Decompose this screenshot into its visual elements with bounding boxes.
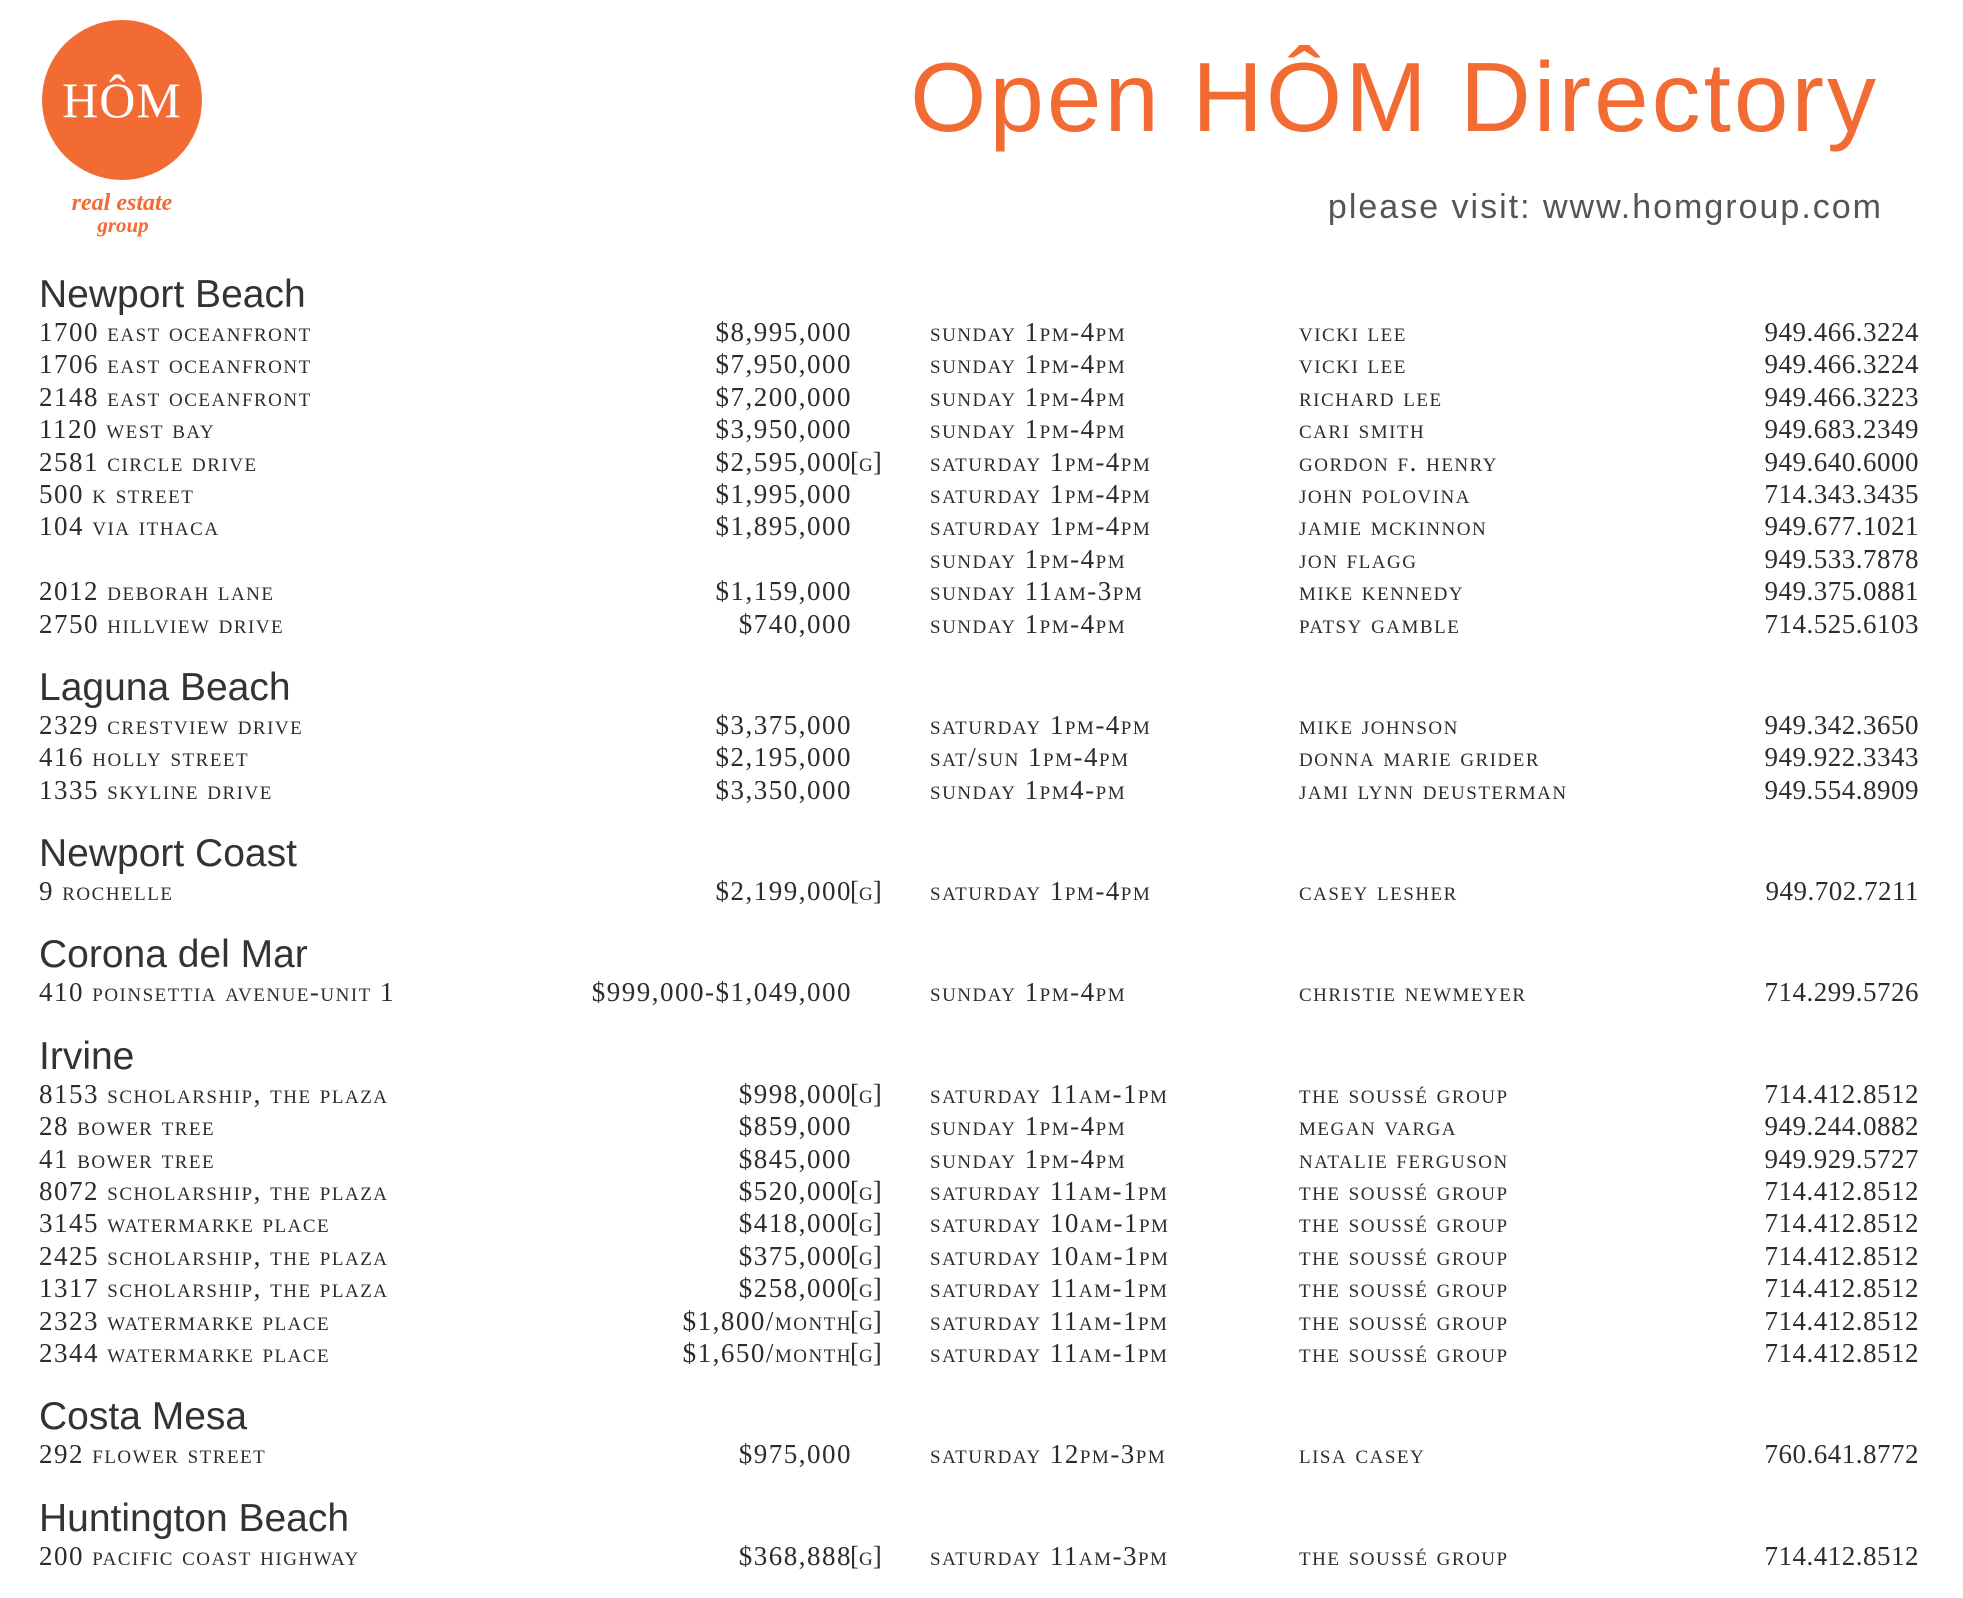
- agent-phone: 949.702.7211: [1765, 876, 1919, 907]
- agent-name: jami lynn deusterman: [1299, 774, 1568, 805]
- agent-phone: 714.343.3435: [1764, 478, 1919, 509]
- city-heading: Laguna Beach: [39, 665, 291, 709]
- listing-price: $520,000: [738, 1176, 852, 1207]
- agent-name: mike kennedy: [1299, 576, 1465, 607]
- agent-phone: 949.533.7878: [1764, 543, 1919, 574]
- agent-name: vicki lee: [1299, 317, 1407, 347]
- listing-address: 1706 east oceanfront: [39, 349, 312, 380]
- open-house-time: sunday 11am-3pm: [930, 576, 1144, 607]
- agent-name: john polovina: [1299, 478, 1471, 509]
- agent-phone: 949.929.5727: [1764, 1143, 1919, 1174]
- listing-row: [39, 1175, 1919, 1207]
- agent-name: jamie mckinnon: [1299, 511, 1488, 542]
- agent-phone: 949.342.3650: [1764, 709, 1919, 740]
- garage-marker: [g]: [850, 1176, 882, 1207]
- garage-marker: [g]: [850, 1305, 882, 1336]
- city-heading: Newport Beach: [39, 273, 306, 316]
- listing-price: $3,375,000: [715, 709, 852, 740]
- tagline-line1: real estate: [71, 190, 173, 216]
- listing-row: [39, 446, 1919, 478]
- agent-phone: 714.412.8512: [1764, 1208, 1919, 1239]
- listing-row: [39, 1540, 1919, 1572]
- listing-price: $7,950,000: [715, 349, 852, 380]
- city-section: [39, 1497, 1919, 1572]
- listing-address: 200 pacific coast highway: [39, 1540, 360, 1571]
- agent-name: jon flagg: [1299, 543, 1418, 574]
- listing-price: $1,650/month: [682, 1337, 852, 1368]
- agent-phone: 714.525.6103: [1764, 608, 1919, 639]
- listing-address: 1317 scholarship, the plaza: [39, 1273, 389, 1304]
- listing-price: $3,350,000: [715, 774, 852, 805]
- agent-name: patsy gamble: [1299, 608, 1461, 639]
- open-house-time: sunday 1pm-4pm: [930, 317, 1127, 347]
- agent-phone: 949.244.0882: [1764, 1111, 1919, 1142]
- listing-address: 28 bower tree: [39, 1111, 216, 1142]
- open-house-time: sunday 1pm-4pm: [930, 1111, 1127, 1142]
- agent-phone: 714.412.8512: [1764, 1240, 1919, 1271]
- agent-phone: 949.554.8909: [1764, 774, 1919, 805]
- listing-row: [39, 709, 1919, 741]
- open-house-time: saturday 11am-3pm: [930, 1540, 1169, 1571]
- open-house-time: sunday 1pm-4pm: [930, 349, 1127, 380]
- open-house-time: saturday 1pm-4pm: [930, 478, 1152, 509]
- agent-name: the soussé group: [1299, 1305, 1509, 1336]
- listing-address: 2425 scholarship, the plaza: [39, 1240, 389, 1271]
- listing-row: [39, 1305, 1919, 1337]
- city-heading: Corona del Mar: [39, 933, 308, 977]
- listing-price: $1,159,000: [715, 576, 852, 607]
- open-house-time: saturday 11am-1pm: [930, 1337, 1169, 1368]
- open-house-time: saturday 10am-1pm: [930, 1208, 1170, 1239]
- listing-address: 8072 scholarship, the plaza: [39, 1176, 389, 1207]
- listing-row: [39, 976, 1919, 1008]
- listing-row: [39, 1110, 1919, 1142]
- listing-row: [39, 543, 1919, 575]
- listing-address: 500 k street: [39, 478, 195, 509]
- listing-address: 9 rochelle: [39, 876, 174, 907]
- listing-address: 2012 deborah lane: [39, 576, 275, 607]
- city-section: [39, 933, 1919, 1008]
- listing-price: $2,595,000: [715, 446, 852, 477]
- open-house-time: saturday 12pm-3pm: [930, 1439, 1167, 1470]
- agent-phone: 949.922.3343: [1764, 742, 1919, 773]
- listing-row: [39, 348, 1919, 380]
- agent-name: mike johnson: [1299, 709, 1459, 740]
- listing-price: $258,000: [738, 1273, 852, 1304]
- listing-address: 416 holly street: [39, 742, 250, 773]
- listing-row: [39, 1143, 1919, 1175]
- listing-address: 3145 watermarke place: [39, 1208, 331, 1239]
- listing-price: $1,800/month: [682, 1305, 852, 1336]
- listing-row: [39, 1272, 1919, 1304]
- agent-name: donna marie grider: [1299, 742, 1541, 773]
- listing-row: [39, 316, 1919, 348]
- agent-name: the soussé group: [1299, 1240, 1509, 1271]
- listing-price: $1,895,000: [715, 511, 852, 542]
- listing-row: [39, 741, 1919, 773]
- listing-price: $998,000: [738, 1078, 852, 1109]
- listing-address: 41 bower tree: [39, 1143, 216, 1174]
- city-section: [39, 1035, 1919, 1370]
- agent-phone: 949.466.3224: [1764, 317, 1919, 347]
- agent-name: the soussé group: [1299, 1176, 1509, 1207]
- listing-row: [39, 1337, 1919, 1369]
- listing-row: [39, 774, 1919, 806]
- listing-address: 2329 crestview drive: [39, 709, 304, 740]
- agent-phone: 714.412.8512: [1764, 1273, 1919, 1304]
- city-heading: Huntington Beach: [39, 1496, 350, 1540]
- listing-price: $1,995,000: [715, 478, 852, 509]
- tagline-line2: group: [97, 213, 149, 237]
- listing-row: [39, 608, 1919, 640]
- agent-name: christie newmeyer: [1299, 977, 1527, 1008]
- open-house-time: sunday 1pm-4pm: [930, 608, 1127, 639]
- agent-name: megan varga: [1299, 1111, 1458, 1142]
- listing-row: [39, 1240, 1919, 1272]
- listing-address: 410 poinsettia avenue-unit 1: [39, 977, 396, 1008]
- listing-address: 2148 east oceanfront: [39, 381, 312, 412]
- city-section: [39, 1395, 1919, 1470]
- logo-circle: [42, 20, 202, 180]
- agent-phone: 949.466.3223: [1764, 381, 1919, 412]
- open-house-time: sunday 1pm-4pm: [930, 543, 1127, 574]
- logo-text: HÔM: [62, 72, 182, 128]
- open-house-time: saturday 10am-1pm: [930, 1240, 1170, 1271]
- open-house-time: sunday 1pm-4pm: [930, 414, 1127, 445]
- open-house-time: sat/sun 1pm-4pm: [930, 742, 1130, 773]
- listing-price: $3,950,000: [715, 414, 852, 445]
- garage-marker: [g]: [850, 1208, 882, 1239]
- listing-row: [39, 875, 1919, 907]
- garage-marker: [g]: [850, 876, 882, 907]
- listing-row: [39, 1438, 1919, 1470]
- listing-row: [39, 1207, 1919, 1239]
- listing-price: $859,000: [738, 1111, 852, 1142]
- agent-phone: 714.412.8512: [1764, 1540, 1919, 1571]
- city-section: [39, 666, 1919, 806]
- city-section: [39, 273, 1919, 640]
- agent-phone: 714.412.8512: [1764, 1078, 1919, 1109]
- garage-marker: [g]: [850, 1078, 882, 1109]
- agent-phone: 760.641.8772: [1764, 1439, 1919, 1470]
- agent-phone: 714.412.8512: [1764, 1305, 1919, 1336]
- open-house-time: sunday 1pm-4pm: [930, 381, 1127, 412]
- agent-phone: 949.466.3224: [1764, 349, 1919, 380]
- agent-name: casey lesher: [1299, 876, 1458, 907]
- garage-marker: [g]: [850, 1273, 882, 1304]
- listing-price: $368,888: [738, 1540, 852, 1571]
- agent-name: gordon f. henry: [1299, 446, 1498, 477]
- agent-name: richard lee: [1299, 381, 1443, 412]
- listing-price: $8,995,000: [715, 317, 852, 347]
- garage-marker: [g]: [850, 1240, 882, 1271]
- open-house-time: saturday 11am-1pm: [930, 1273, 1169, 1304]
- open-house-time: saturday 1pm-4pm: [930, 446, 1152, 477]
- listing-row: [39, 575, 1919, 607]
- garage-marker: [g]: [850, 1337, 882, 1368]
- garage-marker: [g]: [850, 446, 882, 477]
- listing-address: 2750 hillview drive: [39, 608, 285, 639]
- logo: [42, 20, 202, 236]
- directory: [39, 273, 1919, 1598]
- listing-address: 2323 watermarke place: [39, 1305, 331, 1336]
- open-house-time: sunday 1pm-4pm: [930, 1143, 1127, 1174]
- listing-price: $740,000: [738, 608, 852, 639]
- listing-price: $7,200,000: [715, 381, 852, 412]
- agent-name: lisa casey: [1299, 1439, 1426, 1470]
- open-house-time: saturday 1pm-4pm: [930, 876, 1152, 907]
- agent-phone: 949.375.0881: [1764, 576, 1919, 607]
- listing-row: [39, 478, 1919, 510]
- listing-address: 104 via ithaca: [39, 511, 220, 542]
- agent-phone: 714.299.5726: [1764, 977, 1919, 1008]
- listing-price: $375,000: [738, 1240, 852, 1271]
- agent-name: the soussé group: [1299, 1540, 1509, 1571]
- listing-row: [39, 413, 1919, 445]
- agent-phone: 714.412.8512: [1764, 1337, 1919, 1368]
- listing-address: 2581 circle drive: [39, 446, 258, 477]
- city-heading: Irvine: [39, 1034, 135, 1078]
- listing-address: 8153 scholarship, the plaza: [39, 1078, 389, 1109]
- agent-name: the soussé group: [1299, 1208, 1509, 1239]
- listing-price: $999,000-$1,049,000: [591, 977, 852, 1008]
- listing-price: $975,000: [738, 1439, 852, 1470]
- listing-row: [39, 1078, 1919, 1110]
- listing-address: 2344 watermarke place: [39, 1337, 331, 1368]
- listing-row: [39, 510, 1919, 542]
- logo-tagline: [42, 192, 202, 236]
- open-house-time: sunday 1pm4-pm: [930, 774, 1127, 805]
- agent-phone: 949.640.6000: [1764, 446, 1919, 477]
- open-house-time: sunday 1pm-4pm: [930, 977, 1127, 1008]
- open-house-time: saturday 1pm-4pm: [930, 511, 1152, 542]
- agent-phone: 949.677.1021: [1764, 511, 1919, 542]
- open-house-time: saturday 11am-1pm: [930, 1305, 1169, 1336]
- agent-name: the soussé group: [1299, 1273, 1509, 1304]
- city-heading: Costa Mesa: [39, 1395, 248, 1439]
- website-note: please visit: www.homgroup.com: [1327, 188, 1883, 226]
- agent-name: natalie ferguson: [1299, 1143, 1509, 1174]
- listing-address: 1335 skyline drive: [39, 774, 273, 805]
- agent-phone: 714.412.8512: [1764, 1176, 1919, 1207]
- listing-address: 1700 east oceanfront: [39, 317, 312, 347]
- listing-price: $2,195,000: [715, 742, 852, 773]
- listing-address: 1120 west bay: [39, 414, 216, 445]
- listing-price: $2,199,000: [715, 876, 852, 907]
- open-house-time: saturday 11am-1pm: [930, 1176, 1169, 1207]
- open-house-time: saturday 1pm-4pm: [930, 709, 1152, 740]
- agent-name: cari smith: [1299, 414, 1426, 445]
- open-house-time: saturday 11am-1pm: [930, 1078, 1169, 1109]
- garage-marker: [g]: [850, 1540, 882, 1571]
- listing-row: [39, 381, 1919, 413]
- agent-name: the soussé group: [1299, 1078, 1509, 1109]
- agent-name: vicki lee: [1299, 349, 1407, 380]
- listing-price: $418,000: [738, 1208, 852, 1239]
- city-section: [39, 832, 1919, 907]
- listing-price: $845,000: [738, 1143, 852, 1174]
- agent-name: the soussé group: [1299, 1337, 1509, 1368]
- page-title: Open HÔM Directory: [910, 42, 1879, 152]
- city-heading: Newport Coast: [39, 832, 297, 876]
- agent-phone: 949.683.2349: [1764, 414, 1919, 445]
- listing-address: 292 flower street: [39, 1439, 267, 1470]
